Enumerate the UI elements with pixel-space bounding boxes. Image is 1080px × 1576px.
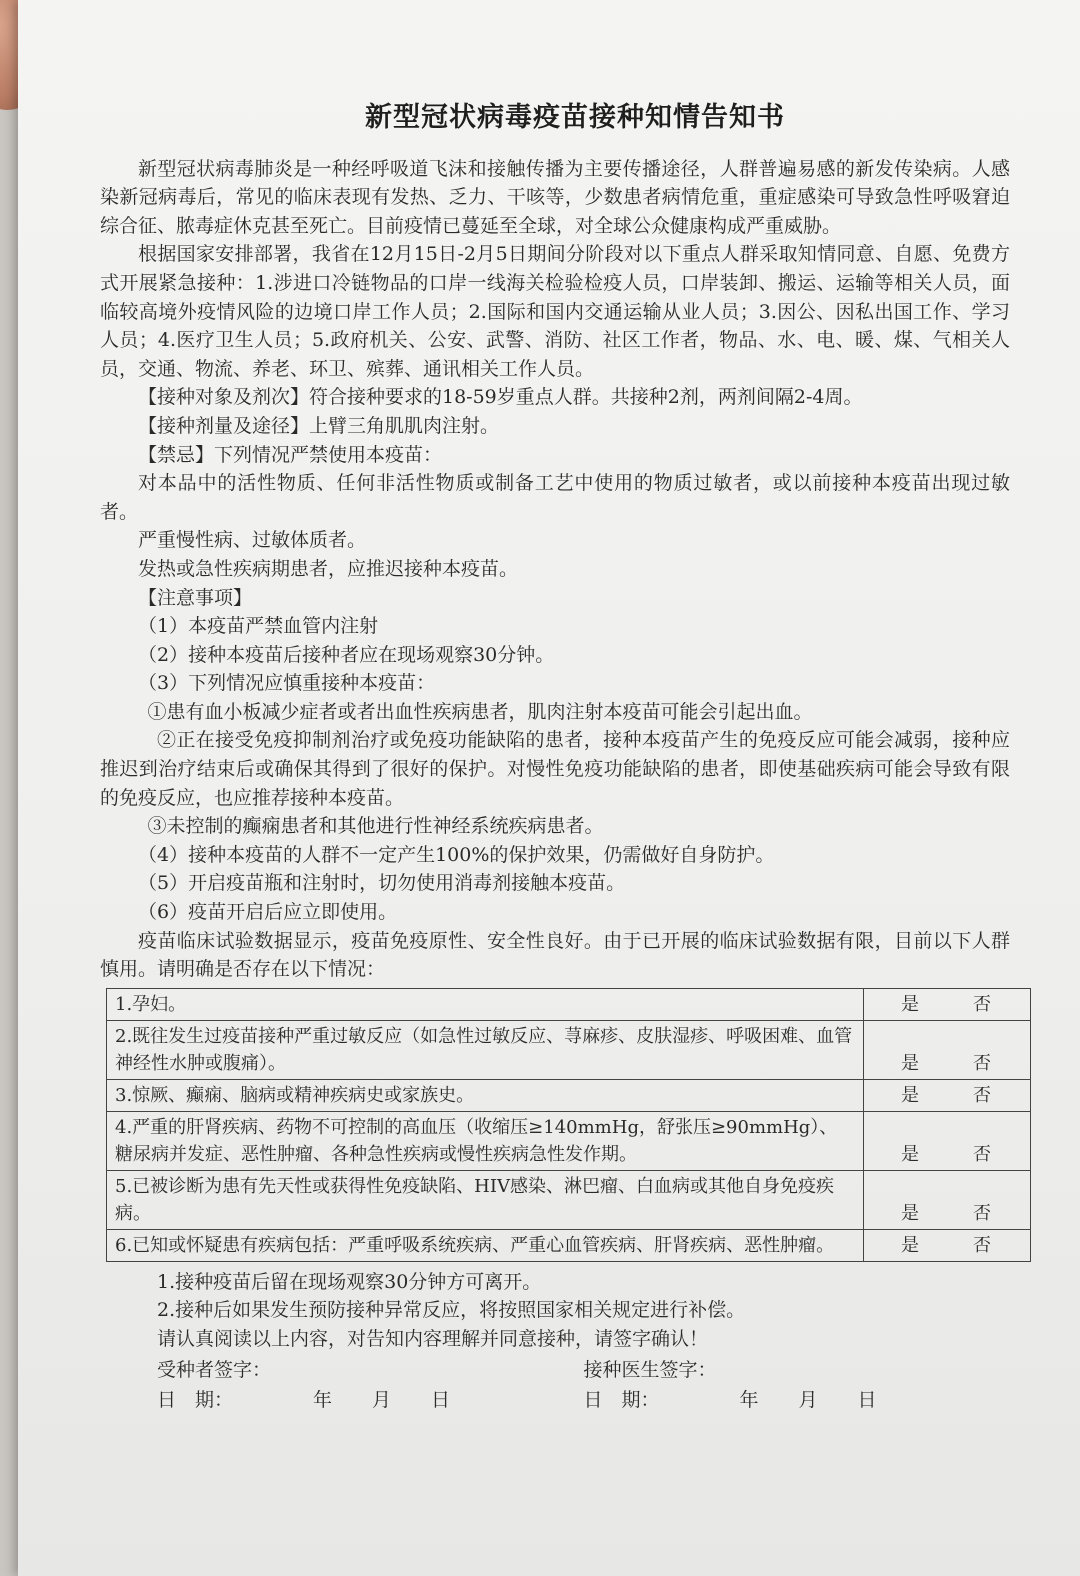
section-contra-head: 【禁忌】下列情况严禁使用本疫苗： bbox=[138, 443, 443, 466]
notice-3b: ②正在接受免疫抑制剂治疗或免疫功能缺陷的患者，接种本疫苗产生的免疫反应可能会减弱，接种应推迟到治疗结束后或确保其得到了很好的保护。对慢性免疫功能缺陷的患者，即使基础疾病可能会导致有限的免疫反应，也应推荐接种本疫苗。 bbox=[100, 729, 1010, 809]
no-option[interactable]: 否 bbox=[973, 1202, 993, 1224]
no-option[interactable]: 否 bbox=[973, 1234, 993, 1256]
question-text: 5.已被诊断为患有先天性或获得性免疫缺陷、HIV感染、淋巴瘤、白血病或其他自身免疫疾病。 bbox=[107, 1170, 864, 1229]
table-row bbox=[107, 1170, 1031, 1229]
no-option[interactable]: 否 bbox=[973, 1052, 993, 1074]
answer-cell bbox=[864, 988, 1031, 1020]
contra-item-3: 发热或急性疾病期患者，应推迟接种本疫苗。 bbox=[138, 557, 519, 580]
answer-cell bbox=[864, 1229, 1031, 1261]
doctor-date[interactable] bbox=[584, 1386, 1011, 1415]
question-text: 3.惊厥、癫痫、脑病或精神疾病史或家族史。 bbox=[107, 1079, 864, 1111]
contra-item-1: 对本品中的活性物质、任何非活性物质或制备工艺中使用的物质过敏者，或以前接种本疫苗出现过敏者。 bbox=[100, 472, 1010, 523]
doctor-signature-label[interactable]: 接种医生签字： bbox=[583, 1358, 717, 1381]
notice-3a: ①患有血小板减少症者或者出血性疾病患者，肌肉注射本疫苗可能会引起出血。 bbox=[147, 700, 813, 723]
document-title: 新型冠状病毒疫苗接种知情告知书 bbox=[365, 102, 785, 133]
intro-paragraph-1: 新型冠状病毒肺炎是一种经呼吸道飞沫和接触传播为主要传播途径，人群普遍易感的新发传染病。人感染新冠病毒后，常见的临床表现有发热、乏力、干咳等，少数患者病情危重，重症感染可导致急性呼吸窘迫综合征、脓毒症休克甚至死亡。目前疫情已蔓延至全球，对全球公众健康构成严重威胁。 bbox=[100, 157, 1010, 237]
signature-row bbox=[100, 1356, 1010, 1385]
document-content bbox=[100, 104, 1010, 1415]
no-option[interactable]: 否 bbox=[973, 1084, 993, 1106]
answer-cell bbox=[864, 1079, 1031, 1111]
contra-item-2: 严重慢性病、过敏体质者。 bbox=[138, 529, 367, 552]
table-row bbox=[107, 1111, 1031, 1170]
date-label: 日 期： bbox=[157, 1389, 234, 1412]
recipient-date[interactable] bbox=[157, 1386, 584, 1415]
answer-cell bbox=[864, 1170, 1031, 1229]
table-row bbox=[107, 1020, 1031, 1079]
yes-option[interactable]: 是 bbox=[901, 1084, 921, 1106]
question-text: 1.孕妇。 bbox=[107, 988, 864, 1020]
section-dose: 【接种剂量及途径】上臂三角肌肌肉注射。 bbox=[138, 414, 500, 437]
notice-3: （3）下列情况应慎重接种本疫苗： bbox=[138, 672, 436, 695]
yes-option[interactable]: 是 bbox=[901, 1234, 921, 1256]
table-row bbox=[107, 988, 1031, 1020]
screening-table bbox=[106, 988, 1031, 1262]
month-label: 月 bbox=[798, 1389, 818, 1412]
clinical-paragraph: 疫苗临床试验数据显示，疫苗免疫原性、安全性良好。由于已开展的临床试验数据有限，目前以下人群慎用。请明确是否存在以下情况： bbox=[100, 929, 1010, 981]
day-label: 日 bbox=[431, 1389, 451, 1412]
section-target: 【接种对象及剂次】符合接种要求的18-59岁重点人群。共接种2剂，两剂间隔2-4周。 bbox=[138, 386, 863, 409]
answer-cell bbox=[864, 1111, 1031, 1170]
footer-note-1: 1.接种疫苗后留在现场观察30分钟方可离开。 bbox=[157, 1270, 542, 1293]
footer-note-2: 2.接种后如果发生预防接种异常反应，将按照国家相关规定进行补偿。 bbox=[157, 1299, 746, 1322]
intro-paragraph-2: 根据国家安排部署，我省在12月15日-2月5日期间分阶段对以下重点人群采取知情同意、自愿、免费方式开展紧急接种：1.涉进口冷链物品的口岸一线海关检验检疫人员，口岸装卸、搬运、运输等相关人员，面临较高境外疫情风险的边境口岸工作人员；2.国际和国内交通运输从业人员；3.因公、因私出国工作、学习人员；4.医疗卫生人员；5.政府机关、公安、武警、消防、社区工作者，物品、水、电、暖、煤、气相关人员，交通、物流、养老、环卫、殡葬、通讯相关工作人员。 bbox=[100, 243, 1010, 380]
notice-1: （1）本疫苗严禁血管内注射 bbox=[138, 615, 379, 638]
no-option[interactable]: 否 bbox=[973, 993, 993, 1015]
question-text: 2.既往发生过疫苗接种严重过敏反应（如急性过敏反应、荨麻疹、皮肤湿疹、呼吸困难、血管神经性水肿或腹痛）。 bbox=[107, 1020, 864, 1079]
yes-option[interactable]: 是 bbox=[901, 1143, 921, 1165]
date-label: 日 期： bbox=[583, 1389, 660, 1412]
day-label: 日 bbox=[857, 1389, 877, 1412]
month-label: 月 bbox=[372, 1389, 392, 1412]
question-text: 4.严重的肝肾疾病、药物不可控制的高血压（收缩压≥140mmHg，舒张压≥90mmHg）、糖尿病并发症、恶性肿瘤、各种急性疾病或慢性疾病急性发作期。 bbox=[107, 1111, 864, 1170]
table-row bbox=[107, 1229, 1031, 1261]
notice-head: 【注意事项】 bbox=[138, 586, 253, 609]
yes-option[interactable]: 是 bbox=[901, 993, 921, 1015]
no-option[interactable]: 否 bbox=[973, 1143, 993, 1165]
year-label: 年 bbox=[313, 1389, 333, 1412]
question-text: 6.已知或怀疑患有疾病包括：严重呼吸系统疾病、严重心血管疾病、肝肾疾病、恶性肿瘤。 bbox=[107, 1229, 864, 1261]
notice-4: （4）接种本疫苗的人群不一定产生100%的保护效果，仍需做好自身防护。 bbox=[138, 843, 775, 866]
notice-2: （2）接种本疫苗后接种者应在现场观察30分钟。 bbox=[138, 643, 555, 666]
yes-option[interactable]: 是 bbox=[901, 1202, 921, 1224]
answer-cell bbox=[864, 1020, 1031, 1079]
document-paper bbox=[18, 0, 1080, 1576]
year-label: 年 bbox=[739, 1389, 759, 1412]
table-row bbox=[107, 1079, 1031, 1111]
yes-option[interactable]: 是 bbox=[901, 1052, 921, 1074]
notice-5: （5）开启疫苗瓶和注射时，切勿使用消毒剂接触本疫苗。 bbox=[138, 872, 626, 895]
recipient-signature-label[interactable]: 受种者签字： bbox=[157, 1358, 272, 1381]
notice-6: （6）疫苗开启后应立即使用。 bbox=[138, 901, 398, 924]
date-row bbox=[100, 1386, 1010, 1415]
confirm-text: 请认真阅读以上内容，对告知内容理解并同意接种，请签字确认！ bbox=[157, 1328, 709, 1350]
notice-3c: ③未控制的癫痫患者和其他进行性神经系统疾病患者。 bbox=[147, 815, 604, 838]
